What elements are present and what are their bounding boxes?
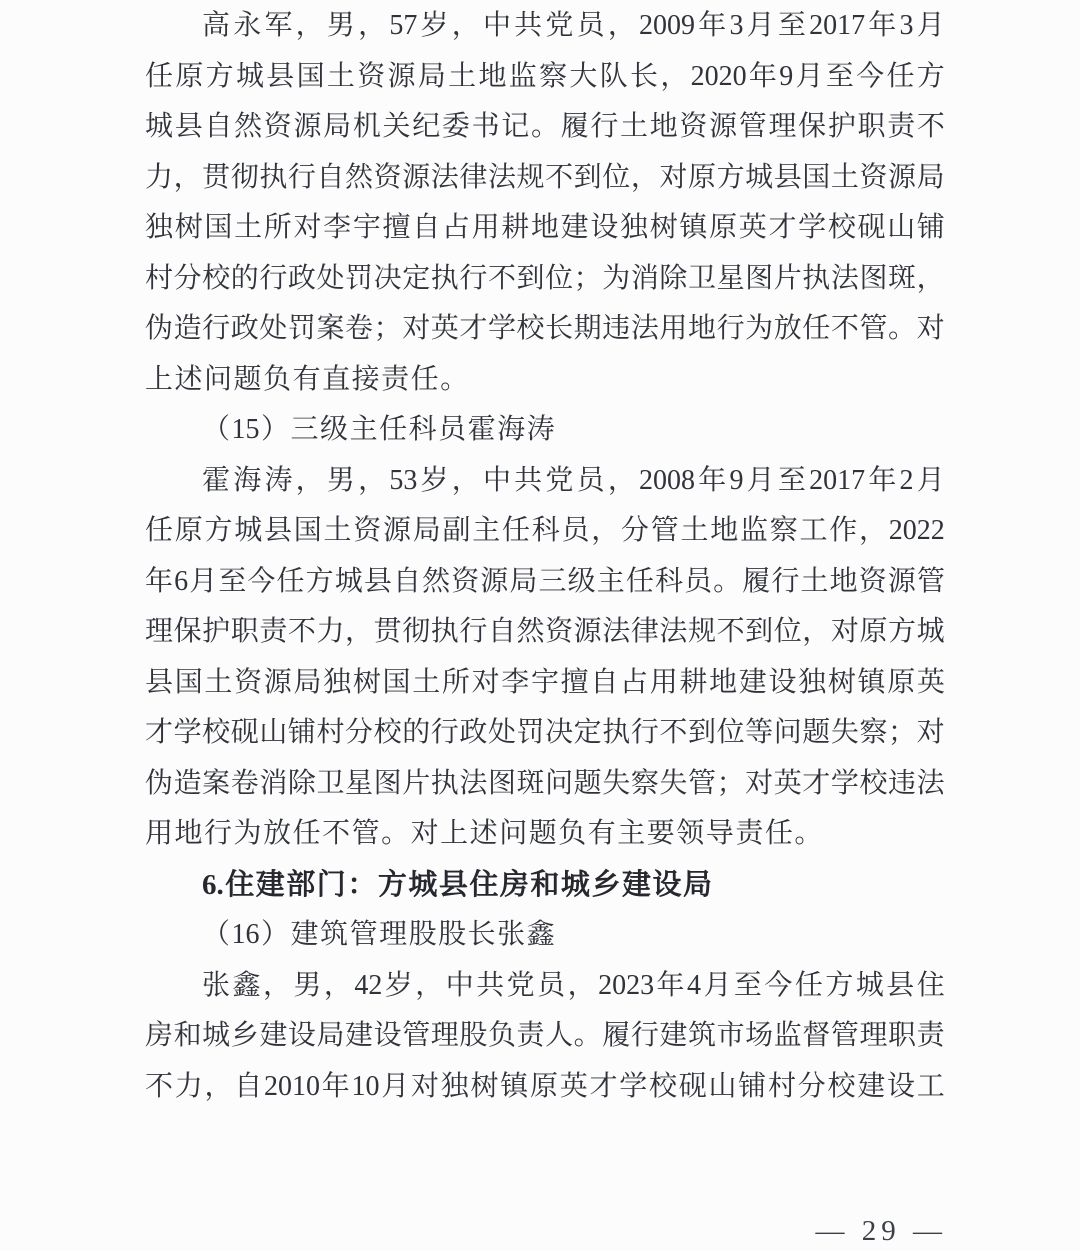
text-line: 才 学 校 砚 山 铺 村 分 校 的 行 政 处 罚 决 定 执 行 不 到 位 等 问 题 失 察 ； 对 (145, 717, 945, 748)
text-line: 任 原 方 城 县 国 土 资 源 局 土 地 监 察 大 队 长 ， 2020 年 9 月 至 今 任 方 (145, 60, 945, 92)
section-6-heading (145, 860, 945, 911)
text-line: 力 ， 贯 彻 执 行 自 然 资 源 法 律 法 规 不 到 位 ， 对 原 方 城 县 国 土 资 源 局 (145, 161, 945, 193)
text-line: 任 原 方 城 县 国 土 资 源 局 副 主 任 科 员 ， 分 管 土 地 监 察 工 作 ， 2022 (145, 515, 945, 546)
text-line: 高 永 军 ， 男 ， 57 岁 ， 中 共 党 员 ， 2009 年 3 月 至 2017 年 3 月 (202, 10, 945, 41)
text-line: 理 保 护 职 责 不 力 ， 贯 彻 执 行 自 然 资 源 法 律 法 规 不 到 位 ， 对 原 方 城 (145, 616, 945, 647)
text-line: 村 分 校 的 行 政 处 罚 决 定 执 行 不 到 位 ； 为 消 除 卫 星 图 片 执 法 图 斑 ， (145, 262, 945, 294)
text-line: 独 树 国 土 所 对 李 宇 擅 自 占 用 耕 地 建 设 独 树 镇 原 英 才 学 校 砚 山 铺 (145, 212, 945, 243)
text-line: 伪 造 行 政 处 罚 案 卷 ； 对 英 才 学 校 长 期 违 法 用 地 行 为 放 任 不 管 。 对 (145, 313, 945, 344)
text-line: 上 述 问 题 负 有 直 接 责 任 。 (145, 363, 469, 395)
text-line: （ 15 ） 三 级 主 任 科 员 霍 海 涛 (202, 414, 555, 445)
text-line: 霍 海 涛 ， 男 ， 53 岁 ， 中 共 党 员 ， 2008 年 9 月 至 2017 年 2 月 (202, 464, 945, 496)
paragraph-gao-yongjun (145, 1, 945, 405)
text-line: 用 地 行 为 放 任 不 管 。 对 上 述 问 题 负 有 主 要 领 导 责 任 。 (145, 818, 823, 849)
text-line: 伪 造 案 卷 消 除 卫 星 图 片 执 法 图 斑 问 题 失 察 失 管 ； 对 英 才 学 校 违 法 (145, 767, 945, 799)
page-number: — 29 — (815, 1215, 947, 1247)
paragraph-huo-haitao (145, 456, 945, 860)
text-line: 城 县 自 然 资 源 局 机 关 纪 委 书 记 。 履 行 土 地 资 源 管 理 保 护 职 责 不 (145, 111, 945, 142)
item-16-title (145, 910, 945, 961)
document-body (145, 1, 945, 1112)
item-15-title (145, 405, 945, 456)
text-line: （ 16 ） 建 筑 管 理 股 股 长 张 鑫 (202, 919, 555, 950)
text-line: 年 6 月 至 今 任 方 城 县 自 然 资 源 局 三 级 主 任 科 员 。 履 行 土 地 资 源 管 (145, 565, 945, 597)
text-line: 不 力 ， 自 2010 年 10 月 对 独 树 镇 原 英 才 学 校 砚 山 铺 村 分 校 建 设 工 (145, 1070, 945, 1102)
text-line: 房 和 城 乡 建 设 局 建 设 管 理 股 负 责 人 。 履 行 建 筑 市 场 监 督 管 理 职 责 (145, 1020, 945, 1051)
paragraph-zhang-xin (145, 961, 945, 1113)
text-line: 县 国 土 资 源 局 独 树 国 土 所 对 李 宇 擅 自 占 用 耕 地 建 设 独 树 镇 原 英 (145, 666, 945, 698)
text-line: 张 鑫 ， 男 ， 42 岁 ， 中 共 党 员 ， 2023 年 4 月 至 今 任 方 城 县 住 (202, 969, 945, 1001)
text-line: 6. 住 建 部 门 ： 方 城 县 住 房 和 城 乡 建 设 局 (202, 868, 712, 901)
